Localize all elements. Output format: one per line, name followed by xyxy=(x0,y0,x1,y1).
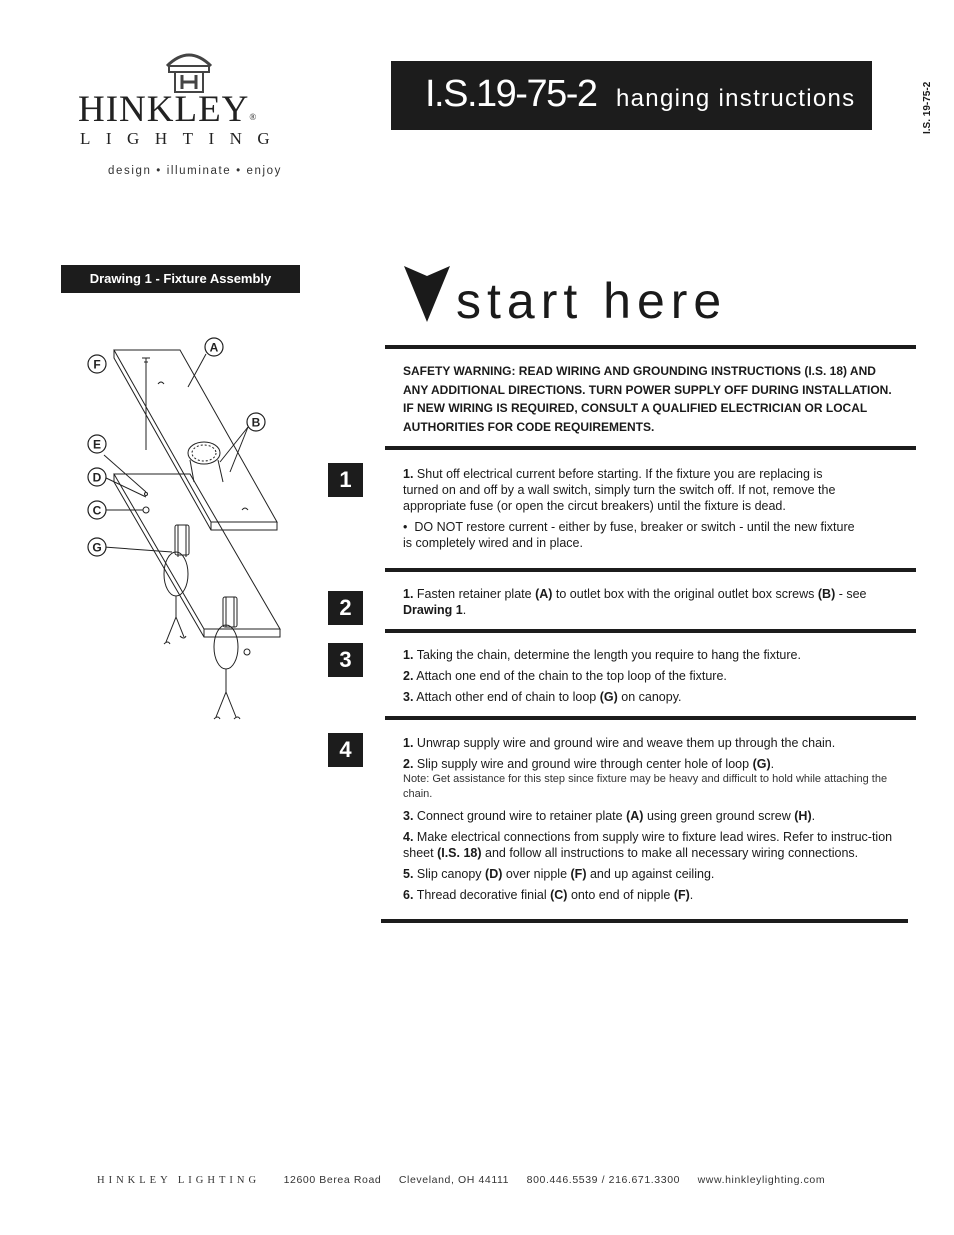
rule-top xyxy=(385,345,916,349)
title-banner xyxy=(391,61,872,130)
step-3-item-2: 2. Attach one end of the chain to the top loop of the fixture. xyxy=(403,669,727,683)
safety-warning: SAFETY WARNING: READ WIRING AND GROUNDING INSTRUCTIONS (I.S. 18) AND ANY ADDITIONAL DIRECTIONS. TURN POWER SUPPLY OFF DURING INSTALLATION. IF NEW WIRING IS REQUIRED, CONSULT A QUALIFIED ELECTRICIAN OR LOCAL AUTHORITIES FOR CODE REQUIREMENTS. xyxy=(403,364,892,434)
step-2-body xyxy=(403,586,903,623)
callout-b: B xyxy=(251,415,261,430)
step-3-item-3: 3. Attach other end of chain to loop (G) on canopy. xyxy=(403,690,682,704)
step-number-2: 2 xyxy=(328,591,363,625)
side-document-code: I.S. 19-75-2 xyxy=(922,81,933,134)
step-number-3: 3 xyxy=(328,643,363,677)
step-number-4: 4 xyxy=(328,733,363,767)
footer-phone: 800.446.5539 / 216.671.3300 xyxy=(526,1174,681,1186)
callout-f: F xyxy=(93,357,101,372)
footer-website[interactable]: www.hinkleylighting.com xyxy=(697,1174,826,1186)
step-4-note: Note: Get assistance for this step since fixture may be heavy and difficult to hold while attaching the chain. xyxy=(403,773,888,800)
step-1-item-1: 1. Shut off electrical current before starting. If the fixture you are replacing is turned on and off by a wall switch, simply turn the switch off. If not, remove the appropriate fuse (or open the circut breakers) until the fixture is dead. xyxy=(403,467,836,513)
drawing-label: Drawing 1 - Fixture Assembly xyxy=(61,265,300,292)
callout-c: C xyxy=(92,503,102,518)
callout-e: E xyxy=(92,437,102,452)
step-number-1: 1 xyxy=(328,463,363,497)
start-here-heading: start here xyxy=(456,273,728,329)
brand-name: HINKLEY® xyxy=(78,89,258,130)
footer-address: 12600 Berea Road xyxy=(283,1174,382,1186)
hinkley-logo-icon xyxy=(163,46,215,94)
fixture-assembly-diagram xyxy=(80,332,295,732)
footer-brand: HINKLEY LIGHTING xyxy=(97,1175,261,1186)
step-4-item-3: 3. Connect ground wire to retainer plate (A) using green ground screw (H). xyxy=(403,809,816,823)
step-3-body xyxy=(403,647,918,710)
rule-bottom xyxy=(381,919,908,923)
step-1-body xyxy=(403,466,858,556)
step-3-item-1: 1. Taking the chain, determine the length you require to hang the fixture. xyxy=(403,648,801,662)
brand-tagline: design • illuminate • enjoy xyxy=(108,165,282,177)
callout-d: D xyxy=(92,470,102,485)
callout-g: G xyxy=(92,540,102,555)
step-1-item-2: • DO NOT restore current - either by fuse, breaker or switch - until the new fixture is completely wired and in place. xyxy=(403,520,855,550)
rule-3 xyxy=(385,629,916,633)
document-code: I.S.19-75-2 xyxy=(425,73,597,115)
step-4-body xyxy=(403,735,918,908)
footer-city: Cleveland, OH 44111 xyxy=(398,1174,510,1186)
rule-4 xyxy=(385,716,916,720)
rule-1 xyxy=(385,446,916,450)
step-2-item-1: 1. Fasten retainer plate (A) to outlet box with the original outlet box screws (B) - see Drawing 1. xyxy=(403,587,867,617)
rule-2 xyxy=(385,568,916,572)
footer xyxy=(97,1174,825,1186)
step-4-item-6: 6. Thread decorative finial (C) onto end of nipple (F). xyxy=(403,888,694,902)
document-title: hanging instructions xyxy=(616,85,856,112)
step-4-item-1: 1. Unwrap supply wire and ground wire and weave them up through the chain. xyxy=(403,736,836,750)
step-4-item-5: 5. Slip canopy (D) over nipple (F) and up against ceiling. xyxy=(403,867,715,881)
start-arrow-icon xyxy=(404,264,450,324)
brand-sub: LIGHTING xyxy=(80,129,286,148)
step-4-item-4: 4. Make electrical connections from supply wire to fixture lead wires. Refer to instruc-tion sheet (I.S. 18) and follow all instructions to make all necessary wiring connections. xyxy=(403,830,893,860)
drawing-label-rule xyxy=(61,292,300,293)
step-4-item-2: 2. Slip supply wire and ground wire through center hole of loop (G). xyxy=(403,757,775,771)
callout-a: A xyxy=(209,340,219,355)
